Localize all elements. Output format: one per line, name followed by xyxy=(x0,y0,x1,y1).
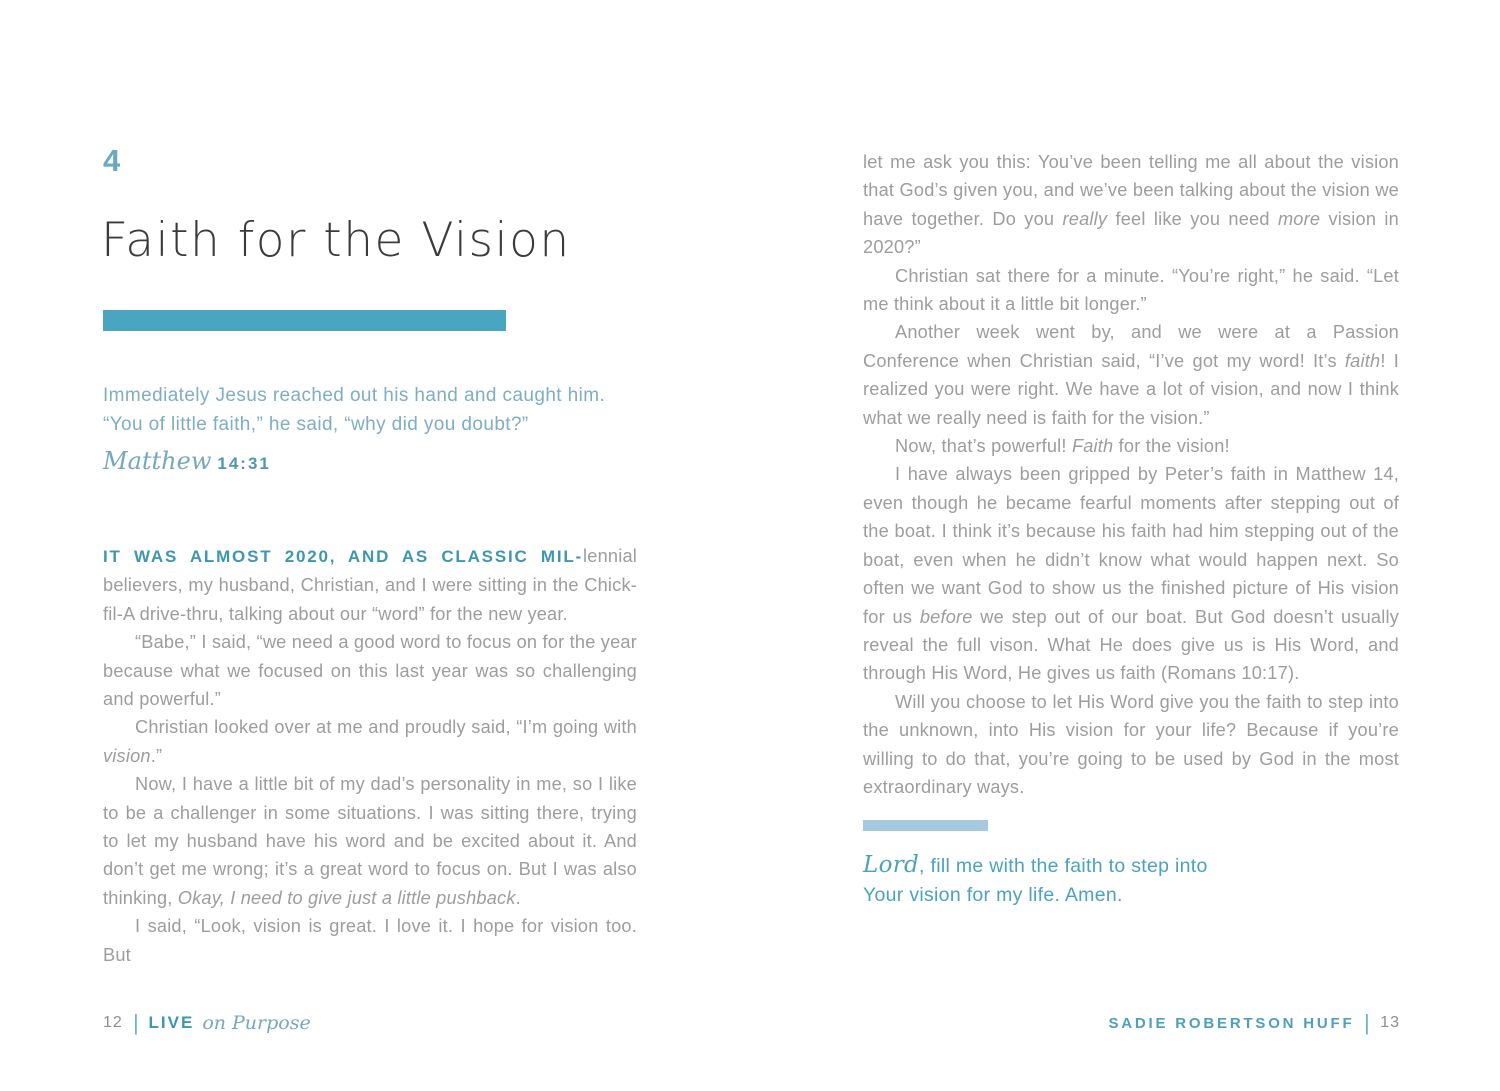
right-page-footer xyxy=(1108,1008,1400,1038)
text-run: we step out of our boat. But God doesn’t usually reveal the full vison. What He does give us is His Word, and through His Word, He gives us faith (Romans 10:17). xyxy=(863,606,1399,684)
left-page-number: 12 xyxy=(103,1014,123,1031)
text-run: “Babe,” I said, “we need a good word to focus on for the year because what we focused on this last year was so challenging and powerful.” xyxy=(103,632,637,710)
epigraph-book-name: Matthew xyxy=(103,447,212,475)
prayer-lead-word: Lord xyxy=(863,852,920,878)
chapter-title-bar xyxy=(103,310,506,331)
text-run: for the vision! xyxy=(1113,436,1230,457)
paragraph xyxy=(103,713,637,770)
right-page-body-text xyxy=(863,148,1399,801)
text-run: Now, I have a little bit of my dad’s personality in me, so I like to be a challenger in some situations. I was sitting there, trying to let my husband have his word and be excited about it. And don’t get me wrong; it’s a great word to focus on. But I was also thinking, xyxy=(103,774,637,908)
paragraph xyxy=(863,432,1399,460)
lead-in-text: IT WAS ALMOST 2020, AND AS CLASSIC MIL- xyxy=(103,547,584,566)
text-run: Now, that’s powerful! xyxy=(895,436,1072,457)
book-title-live: LIVE xyxy=(148,1013,195,1032)
text-run: vision in 2020?” xyxy=(863,208,1399,258)
text-run: Will you choose to let His Word give you the faith to step into the unknown, into His vision for your life? Because if you’re willing to do that, you’re going to be used by God in the most extraordinary ways. xyxy=(863,691,1399,797)
text-run: lennial believers, my husband, Christian, and I were sitting in the Chick-fil-A drive-thru, talking about our “word” for the new year. xyxy=(103,546,637,624)
footer-divider: | xyxy=(133,1010,138,1035)
chapter-number: 4 xyxy=(103,143,122,178)
paragraph xyxy=(103,542,637,628)
text-run: . xyxy=(515,887,521,908)
text-run: Christian looked over at me and proudly said, “I’m going with xyxy=(135,717,637,738)
text-run: let me ask you this: You’ve been telling me all about the vision that God’s given you, and we’ve been talking about the vision we have together. Do you xyxy=(863,152,1399,229)
text-run: ! I realized you were right. We have a lot of vision, and now I think what we really need is faith for the vision.” xyxy=(863,350,1399,428)
paragraph xyxy=(863,318,1399,432)
text-run: I have always been gripped by Peter’s faith in Matthew 14, even though he became fearful moments after stepping out of the boat. I think it’s because his faith had him stepping out of the boat, even when he didn’t know what would happen next. So often we want God to show us the finished picture of His vision for us xyxy=(863,464,1399,627)
left-page-body-text xyxy=(103,542,637,969)
text-run: .” xyxy=(150,745,163,766)
left-page-footer xyxy=(103,1008,311,1038)
prayer-text xyxy=(863,851,1403,910)
epigraph-quote xyxy=(103,381,643,439)
prayer-line-1-rest: , fill me with the faith to step into xyxy=(919,855,1208,877)
prayer-line-2: Your vision for my life. Amen. xyxy=(863,884,1123,906)
text-run: before xyxy=(919,606,973,627)
paragraph xyxy=(103,770,637,912)
text-run: Okay, I need to give just a little pushback xyxy=(177,887,516,908)
epigraph-reference xyxy=(103,447,271,475)
author-name: SADIE ROBERTSON HUFF xyxy=(1108,1014,1355,1032)
epigraph-line-1: Immediately Jesus reached out his hand and caught him. xyxy=(103,385,606,406)
paragraph xyxy=(103,628,637,713)
text-run: I said, “Look, vision is great. I love it. I hope for vision too. But xyxy=(103,916,637,965)
paragraph xyxy=(863,262,1399,319)
paragraph xyxy=(863,688,1399,802)
epigraph-line-2: “You of little faith,” he said, “why did you doubt?” xyxy=(103,414,529,435)
text-run: feel like you need xyxy=(1107,208,1278,229)
text-run: really xyxy=(1062,208,1108,229)
book-title-on-purpose: on Purpose xyxy=(202,1012,311,1034)
paragraph xyxy=(103,912,637,969)
text-run: Another week went by, and we were at a Passion Conference when Christian said, “I’ve got my word! It’s xyxy=(863,322,1399,371)
text-run: Faith xyxy=(1071,436,1114,457)
text-run: vision xyxy=(103,745,151,766)
prayer-line-1 xyxy=(863,851,1403,881)
text-run: more xyxy=(1277,208,1321,229)
text-run: faith xyxy=(1344,350,1381,371)
text-run: Christian sat there for a minute. “You’re right,” he said. “Let me think about it a little bit longer.” xyxy=(863,265,1399,315)
right-page-number: 13 xyxy=(1380,1014,1400,1031)
paragraph xyxy=(863,148,1399,262)
footer-divider: | xyxy=(1365,1010,1370,1035)
paragraph xyxy=(863,460,1399,687)
prayer-divider-bar xyxy=(863,820,988,831)
chapter-title: Faith for the Vision xyxy=(101,213,571,268)
epigraph-verse-number: 14:31 xyxy=(217,454,271,473)
